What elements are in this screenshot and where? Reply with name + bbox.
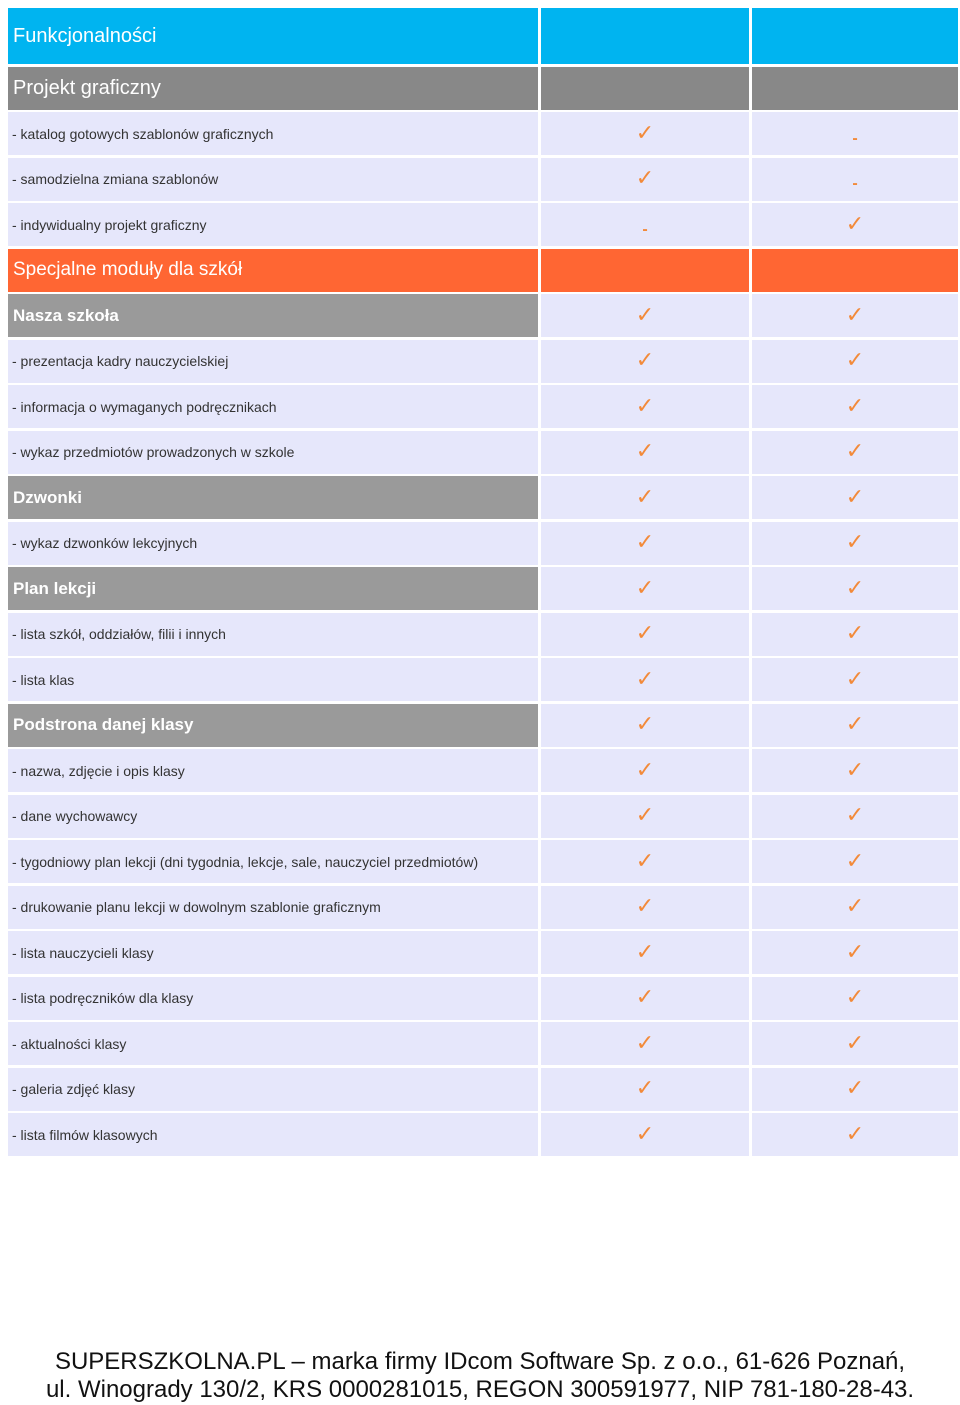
plan-a-cell bbox=[541, 840, 749, 883]
plan-a-cell bbox=[541, 658, 749, 701]
plan-b-cell bbox=[752, 1022, 958, 1065]
plan-a-cell bbox=[541, 567, 749, 610]
feature-row bbox=[8, 931, 958, 974]
checkmark-icon: ✓ bbox=[635, 712, 655, 737]
feature-row bbox=[8, 795, 958, 838]
checkmark-icon: ✓ bbox=[845, 211, 865, 237]
plan-b-cell bbox=[752, 249, 958, 292]
dash-icon: - bbox=[852, 175, 858, 192]
feature-label: - drukowanie planu lekcji w dowolnym szablonie graficznym bbox=[8, 886, 538, 929]
feature-label: - lista filmów klasowych bbox=[8, 1113, 538, 1156]
plan-b-cell bbox=[752, 158, 958, 201]
feature-row bbox=[8, 385, 958, 428]
checkmark-icon: ✓ bbox=[845, 803, 865, 828]
checkmark-icon: ✓ bbox=[635, 166, 655, 191]
dash-icon: - bbox=[852, 129, 858, 147]
plan-a-cell bbox=[541, 795, 749, 838]
footer-line-1: SUPERSZKOLNA.PL – marka firmy IDcom Software Sp. z o.o., 61-626 Poznań, bbox=[54, 1348, 906, 1375]
plan-b-cell bbox=[752, 795, 958, 838]
feature-label: Dzwonki bbox=[8, 476, 538, 519]
feature-row bbox=[8, 522, 958, 565]
checkmark-icon: ✓ bbox=[635, 1121, 655, 1147]
plan-b-cell bbox=[752, 1068, 958, 1111]
feature-label: - katalog gotowych szablonów graficznych bbox=[8, 112, 538, 155]
plan-a-cell bbox=[541, 1113, 749, 1156]
feature-label: - nazwa, zdjęcie i opis klasy bbox=[8, 749, 538, 792]
plan-a-cell bbox=[541, 294, 749, 337]
checkmark-icon: ✓ bbox=[635, 120, 655, 146]
footer-line-2: ul. Winogrady 130/2, KRS 0000281015, REGON 300591977, NIP 781-180-28-43. bbox=[45, 1376, 915, 1403]
feature-row bbox=[8, 1113, 958, 1156]
checkmark-icon: ✓ bbox=[845, 757, 865, 783]
plan-b-cell bbox=[752, 886, 958, 929]
checkmark-icon: ✓ bbox=[845, 939, 865, 965]
checkmark-icon: ✓ bbox=[635, 1030, 655, 1056]
feature-label: - indywidualny projekt graficzny bbox=[8, 203, 538, 246]
feature-row bbox=[8, 749, 958, 792]
checkmark-icon: ✓ bbox=[845, 484, 865, 510]
feature-row bbox=[8, 977, 958, 1020]
section-row bbox=[8, 704, 958, 747]
section-row bbox=[8, 8, 958, 64]
plan-b-cell bbox=[752, 522, 958, 565]
plan-b-cell bbox=[752, 567, 958, 610]
checkmark-icon: ✓ bbox=[635, 803, 655, 828]
feature-row bbox=[8, 158, 958, 201]
feature-label: Specjalne moduły dla szkół bbox=[8, 249, 538, 292]
footer bbox=[0, 1348, 960, 1404]
feature-row bbox=[8, 431, 958, 474]
section-row bbox=[8, 294, 958, 337]
plan-a-cell bbox=[541, 704, 749, 747]
section-row bbox=[8, 476, 958, 519]
checkmark-icon: ✓ bbox=[845, 1030, 865, 1056]
plan-b-cell bbox=[752, 613, 958, 656]
plan-a-cell bbox=[541, 203, 749, 246]
feature-label: - lista podręczników dla klasy bbox=[8, 977, 538, 1020]
checkmark-icon: ✓ bbox=[635, 575, 655, 601]
feature-row bbox=[8, 658, 958, 701]
plan-b-cell bbox=[752, 203, 958, 246]
feature-label: - informacja o wymaganych podręcznikach bbox=[8, 385, 538, 428]
plan-a-cell bbox=[541, 8, 749, 64]
feature-label: - aktualności klasy bbox=[8, 1022, 538, 1065]
plan-a-cell bbox=[541, 67, 749, 110]
feature-label: Funkcjonalności bbox=[8, 8, 538, 64]
plan-a-cell bbox=[541, 158, 749, 201]
checkmark-icon: ✓ bbox=[635, 530, 655, 555]
feature-label: Podstrona danej klasy bbox=[8, 704, 538, 747]
checkmark-icon: ✓ bbox=[635, 484, 655, 510]
feature-label: - lista klas bbox=[8, 658, 538, 701]
plan-a-cell bbox=[541, 931, 749, 974]
plan-b-cell bbox=[752, 840, 958, 883]
feature-label: - galeria zdjęć klasy bbox=[8, 1068, 538, 1111]
checkmark-icon: ✓ bbox=[845, 348, 865, 373]
feature-table bbox=[8, 8, 958, 1159]
feature-row bbox=[8, 1068, 958, 1111]
checkmark-icon: ✓ bbox=[635, 985, 655, 1010]
plan-b-cell bbox=[752, 8, 958, 64]
plan-b-cell bbox=[752, 340, 958, 383]
checkmark-icon: ✓ bbox=[635, 439, 655, 464]
feature-label: - wykaz dzwonków lekcyjnych bbox=[8, 522, 538, 565]
feature-row bbox=[8, 840, 958, 883]
checkmark-icon: ✓ bbox=[845, 575, 865, 601]
feature-row bbox=[8, 1022, 958, 1065]
plan-b-cell bbox=[752, 749, 958, 792]
checkmark-icon: ✓ bbox=[635, 894, 655, 919]
feature-row bbox=[8, 886, 958, 929]
plan-a-cell bbox=[541, 249, 749, 292]
plan-a-cell bbox=[541, 886, 749, 929]
checkmark-icon: ✓ bbox=[845, 894, 865, 919]
feature-label: Plan lekcji bbox=[8, 567, 538, 610]
checkmark-icon: ✓ bbox=[635, 302, 655, 328]
plan-a-cell bbox=[541, 1068, 749, 1111]
plan-b-cell bbox=[752, 67, 958, 110]
plan-b-cell bbox=[752, 977, 958, 1020]
checkmark-icon: ✓ bbox=[845, 302, 865, 328]
plan-a-cell bbox=[541, 977, 749, 1020]
checkmark-icon: ✓ bbox=[635, 348, 655, 373]
section-row bbox=[8, 249, 958, 292]
plan-a-cell bbox=[541, 476, 749, 519]
checkmark-icon: ✓ bbox=[635, 621, 655, 646]
plan-a-cell bbox=[541, 385, 749, 428]
checkmark-icon: ✓ bbox=[845, 439, 865, 464]
checkmark-icon: ✓ bbox=[845, 393, 865, 419]
checkmark-icon: ✓ bbox=[635, 1076, 655, 1101]
feature-label: - dane wychowawcy bbox=[8, 795, 538, 838]
plan-b-cell bbox=[752, 658, 958, 701]
dash-icon: - bbox=[642, 220, 648, 238]
plan-a-cell bbox=[541, 431, 749, 474]
checkmark-icon: ✓ bbox=[845, 1076, 865, 1101]
feature-row bbox=[8, 613, 958, 656]
plan-a-cell bbox=[541, 749, 749, 792]
feature-label: - tygodniowy plan lekcji (dni tygodnia, lekcje, sale, nauczyciel przedmiotów) bbox=[8, 840, 538, 883]
section-row bbox=[8, 67, 958, 110]
feature-label: - lista szkół, oddziałów, filii i innych bbox=[8, 613, 538, 656]
checkmark-icon: ✓ bbox=[845, 1121, 865, 1147]
feature-label: - prezentacja kadry nauczycielskiej bbox=[8, 340, 538, 383]
checkmark-icon: ✓ bbox=[635, 393, 655, 419]
section-row bbox=[8, 567, 958, 610]
plan-b-cell bbox=[752, 431, 958, 474]
plan-a-cell bbox=[541, 1022, 749, 1065]
checkmark-icon: ✓ bbox=[635, 666, 655, 692]
feature-label: - wykaz przedmiotów prowadzonych w szkole bbox=[8, 431, 538, 474]
plan-b-cell bbox=[752, 294, 958, 337]
plan-b-cell bbox=[752, 704, 958, 747]
plan-a-cell bbox=[541, 112, 749, 155]
plan-a-cell bbox=[541, 522, 749, 565]
feature-label: Projekt graficzny bbox=[8, 67, 538, 110]
plan-b-cell bbox=[752, 112, 958, 155]
plan-b-cell bbox=[752, 1113, 958, 1156]
checkmark-icon: ✓ bbox=[845, 985, 865, 1010]
feature-label: Nasza szkoła bbox=[8, 294, 538, 337]
checkmark-icon: ✓ bbox=[845, 712, 865, 737]
plan-b-cell bbox=[752, 931, 958, 974]
checkmark-icon: ✓ bbox=[635, 848, 655, 874]
feature-label: - samodzielna zmiana szablonów bbox=[8, 158, 538, 201]
checkmark-icon: ✓ bbox=[845, 530, 865, 555]
plan-b-cell bbox=[752, 385, 958, 428]
checkmark-icon: ✓ bbox=[845, 621, 865, 646]
checkmark-icon: ✓ bbox=[845, 666, 865, 692]
feature-row bbox=[8, 203, 958, 246]
checkmark-icon: ✓ bbox=[635, 939, 655, 965]
checkmark-icon: ✓ bbox=[845, 848, 865, 874]
feature-label: - lista nauczycieli klasy bbox=[8, 931, 538, 974]
plan-a-cell bbox=[541, 613, 749, 656]
feature-row bbox=[8, 340, 958, 383]
plan-a-cell bbox=[541, 340, 749, 383]
plan-b-cell bbox=[752, 476, 958, 519]
checkmark-icon: ✓ bbox=[635, 757, 655, 783]
feature-row bbox=[8, 112, 958, 155]
